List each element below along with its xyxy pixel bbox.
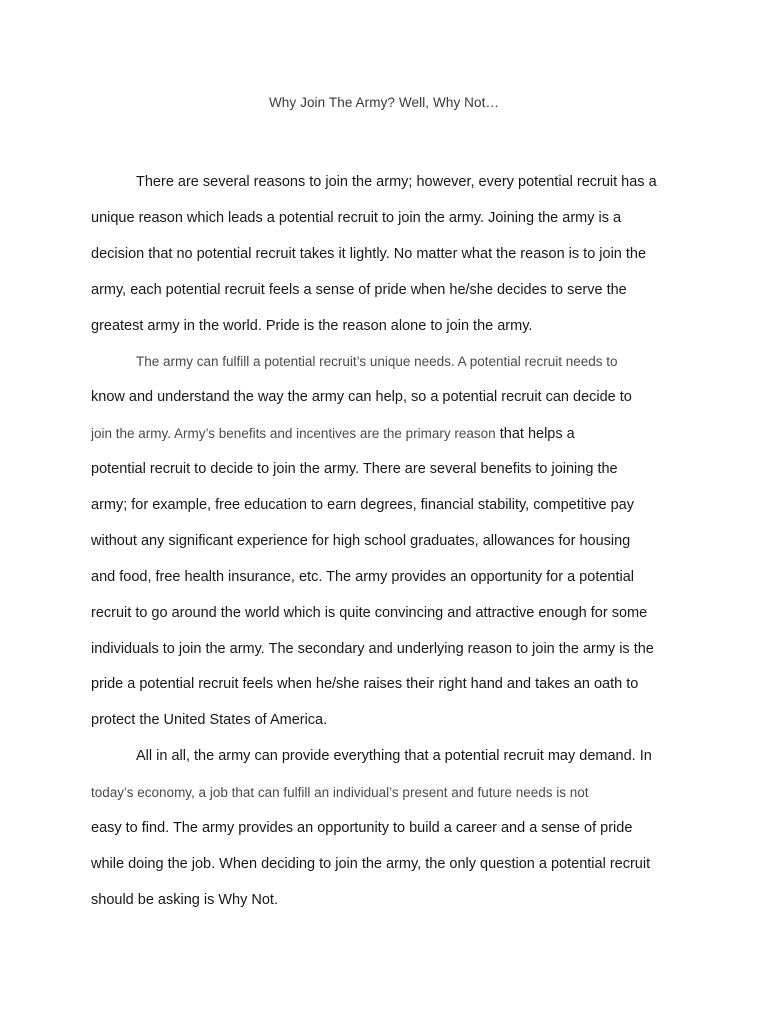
paragraph-1-line xyxy=(91,237,687,273)
text-segment: army, each potential recruit feels a sense of pride when he/she decides to serve the xyxy=(91,281,627,298)
paragraph-2-line xyxy=(91,488,687,524)
text-segment: easy to find. The army provides an opportunity to build a career and a sense of pride xyxy=(91,820,633,837)
text-segment: All in all, the army can provide everything that a potential recruit may demand. In xyxy=(136,748,652,765)
text-segment: pride a potential recruit feels when he/she raises their right hand and takes an oath to xyxy=(91,676,639,693)
text-segment: today’s economy, a job that can fulfill an individual’s present and future needs is not xyxy=(91,785,589,801)
text-segment: and food, free health insurance, etc. The army provides an opportunity for a potential xyxy=(91,568,635,585)
text-segment: protect the United States of America. xyxy=(91,712,328,729)
document-title: Why Join The Army? Well, Why Not… xyxy=(268,95,500,110)
text-segment: should be asking is Why Not. xyxy=(91,891,278,908)
paragraph-2-line xyxy=(91,596,687,632)
paragraph-2-line xyxy=(91,632,687,668)
paragraph-2-line xyxy=(91,452,687,488)
paragraph-1-line xyxy=(91,201,687,237)
text-segment: potential recruit to decide to join the army. There are several benefits to joining the xyxy=(91,461,618,478)
paragraph-1-line xyxy=(91,273,687,309)
paragraph-2-line xyxy=(91,667,687,703)
text-segment: recruit to go around the world which is quite convincing and attractive enough for some xyxy=(91,604,648,621)
paragraph-1-line xyxy=(91,165,687,201)
paragraph-1-line xyxy=(91,309,687,345)
paragraph-3-line xyxy=(91,811,687,847)
text-segment: individuals to join the army. The secondary and underlying reason to join the army is the xyxy=(91,640,654,657)
paragraph-2-line xyxy=(91,380,687,416)
text-segment: decision that no potential recruit takes it lightly. No matter what the reason is to join the xyxy=(91,245,647,262)
paragraph-2-line xyxy=(91,416,687,452)
document-body xyxy=(91,165,687,919)
text-segment: army; for example, free education to earn degrees, financial stability, competitive pay xyxy=(91,497,634,514)
paragraph-3-line xyxy=(91,739,687,775)
text-segment: without any significant experience for high school graduates, allowances for housing xyxy=(91,532,631,549)
text-segment: that helps a xyxy=(495,426,575,443)
paragraph-3-line xyxy=(91,775,687,811)
text-segment: greatest army in the world. Pride is the reason alone to join the army. xyxy=(91,317,533,334)
text-segment: There are several reasons to join the army; however, every potential recruit has a xyxy=(136,174,657,190)
text-segment: know and understand the way the army can help, so a potential recruit can decide to xyxy=(91,389,632,406)
paragraph-2-line xyxy=(91,344,687,380)
paragraph-3-line xyxy=(91,883,687,919)
paragraph-2-line xyxy=(91,524,687,560)
text-segment: The army can fulfill a potential recruit’s unique needs. A potential recruit needs to xyxy=(136,354,618,370)
paragraph-2-line xyxy=(91,560,687,596)
text-segment: join the army. Army’s benefits and incentives are the primary reason xyxy=(91,426,496,442)
paragraph-2-line xyxy=(91,703,687,739)
text-segment: unique reason which leads a potential recruit to join the army. Joining the army is a xyxy=(91,209,622,226)
text-segment: while doing the job. When deciding to join the army, the only question a potential recruit xyxy=(91,855,651,872)
paragraph-3-line xyxy=(91,847,687,883)
